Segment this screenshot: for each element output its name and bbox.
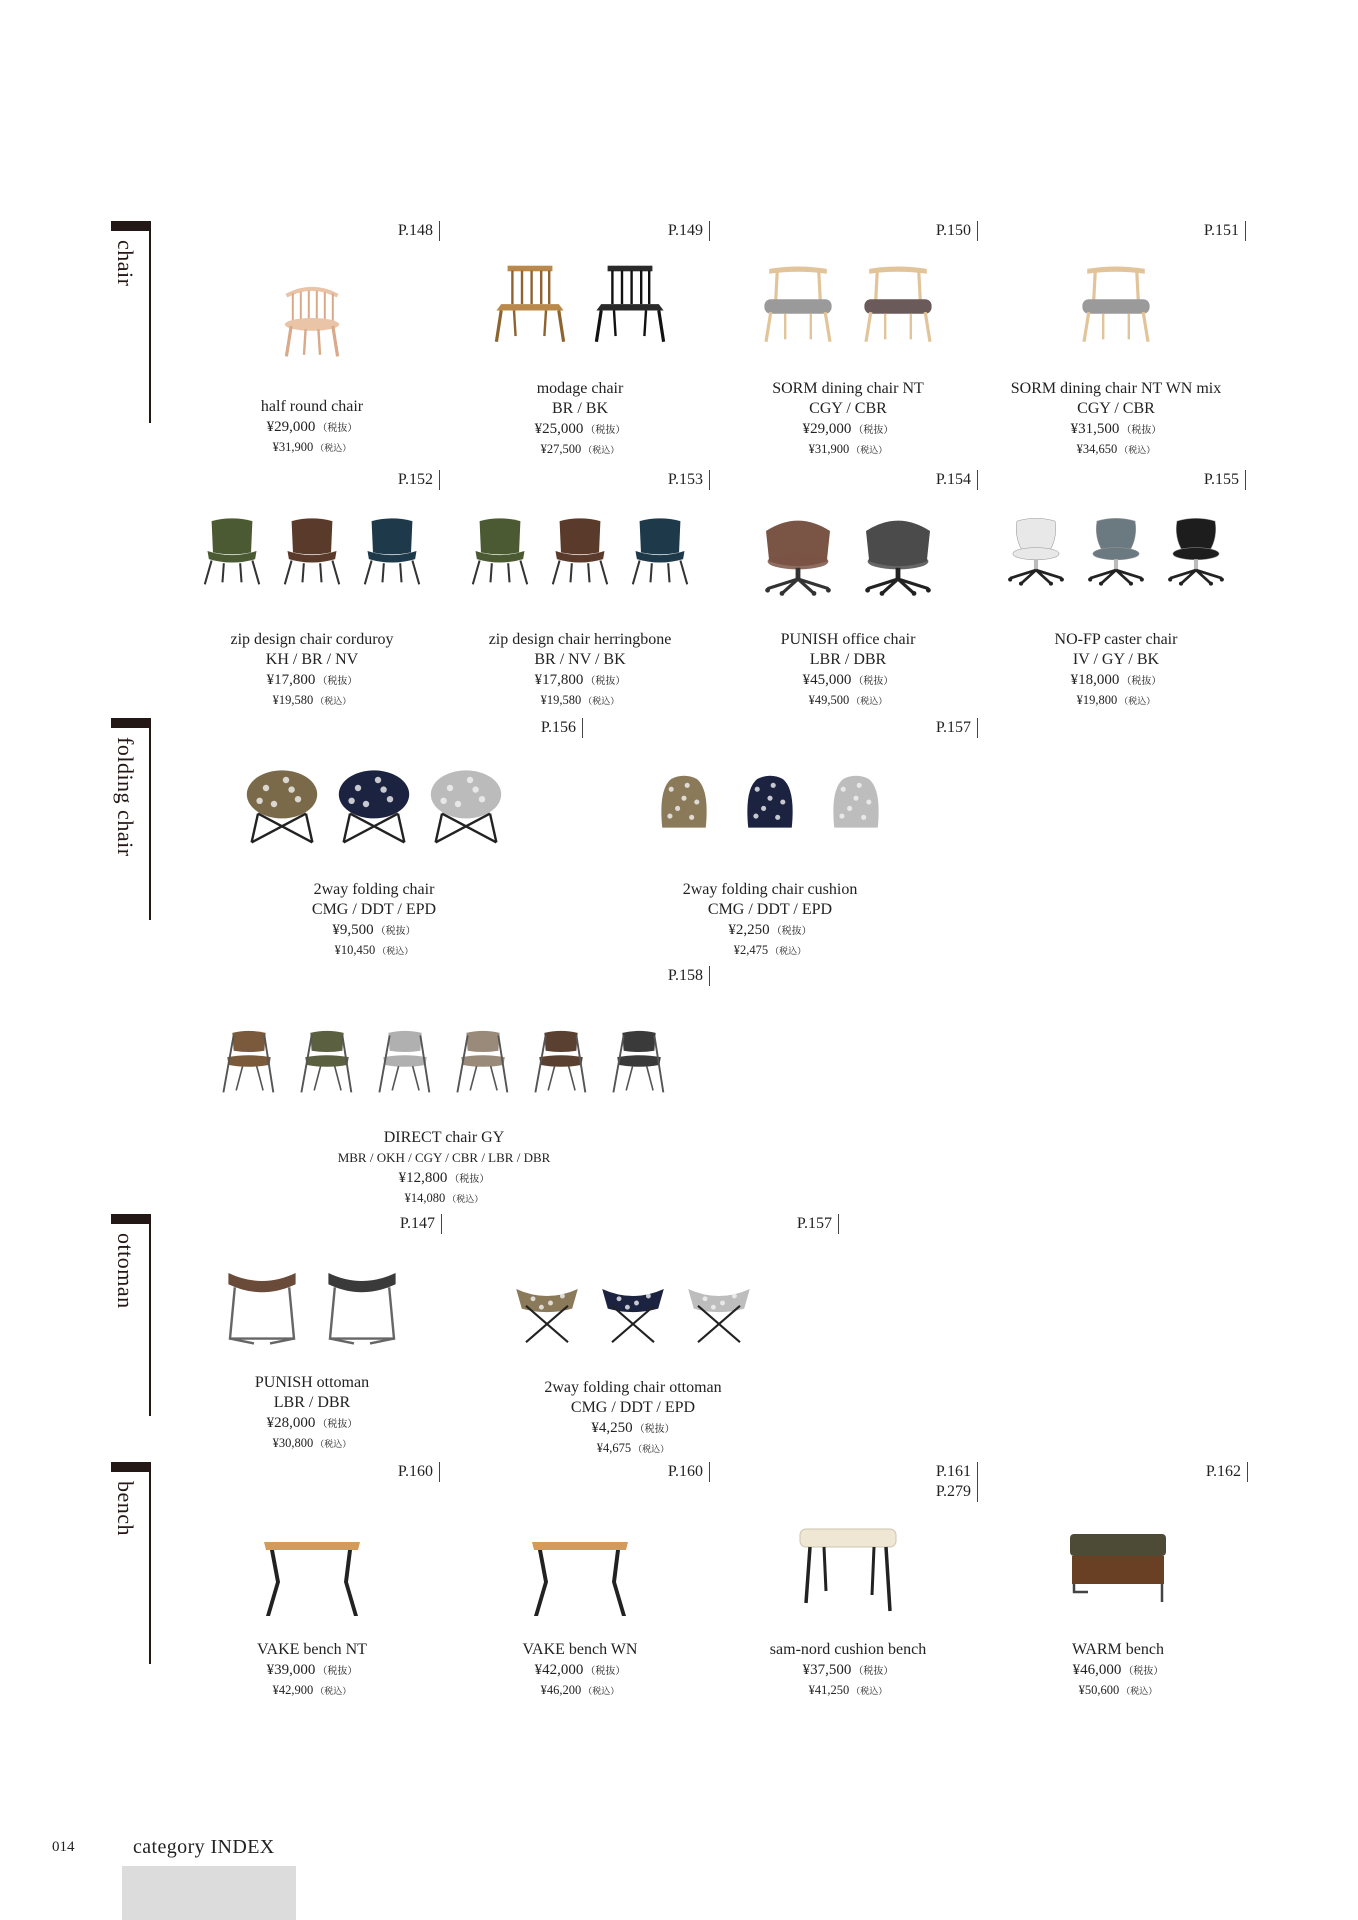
price-excl-tax [718,419,978,441]
price-value: ¥29,000 [266,419,316,435]
product-colors: BR / BK [551,400,608,417]
price-value: ¥41,250 [808,1683,850,1697]
price-excl-tax [450,419,710,441]
price-value: ¥4,250 [591,1420,633,1436]
price-value: ¥18,000 [1070,672,1120,688]
saucer-chair-icon [334,760,414,848]
product-name: DIRECT chair GY [383,1129,505,1146]
product-colors: MBR / OKH / CGY / CBR / LBR / DBR [337,1150,551,1165]
storage-bench-icon [1030,1520,1206,1620]
page-reference-text: P.157 [935,719,971,736]
product-card [244,880,504,960]
product-image [466,505,694,597]
shell-chair-icon [626,505,694,597]
tax-excl-label: （税抜） [585,425,626,436]
price-value: ¥46,000 [1072,1662,1122,1678]
tax-incl-label: （税込） [1119,696,1156,706]
page-reference [668,966,710,986]
product-colors: IV / GY / BK [1072,651,1160,668]
page-reference-text: P.160 [397,1463,433,1480]
product-colors: CMG / DDT / EPD [707,901,833,918]
product-image [492,1520,668,1620]
price-incl-tax [503,1440,763,1458]
caster-chair-icon [1082,505,1150,597]
folding-chair-icon [217,1005,281,1117]
product-card [718,379,978,459]
price-value: ¥28,000 [266,1415,316,1431]
shell-chair-icon [358,505,426,597]
tax-incl-label: （税込） [315,1686,352,1696]
tax-incl-label: （税込） [377,946,414,956]
price-incl-tax [182,439,442,457]
product-image [758,250,938,355]
product-name: WARM bench [1072,1641,1164,1658]
product-card [182,1373,442,1453]
product-image [198,505,426,597]
page-reference-text: P.156 [540,719,576,736]
price-value: ¥31,900 [808,442,850,456]
round-back-chair-icon [272,258,352,378]
category-line-bench [149,1462,151,1664]
ottoman-icon [322,1265,402,1345]
page-reference-text: P.158 [667,967,703,984]
product-name: SORM dining chair NT WN mix [1010,380,1222,397]
page-reference [668,1462,710,1482]
footer-title: category INDEX [133,1836,275,1858]
tax-excl-label: （税抜） [853,676,894,687]
page-reference-text: P.154 [935,471,971,488]
price-excl-tax [503,1418,763,1440]
tax-excl-label: （税抜） [317,1666,358,1677]
cushion-icon [819,770,893,834]
page-reference [1204,221,1246,241]
product-card [182,1640,442,1700]
footer-box [122,1866,296,1920]
price-excl-tax [986,670,1246,692]
price-incl-tax [718,692,978,710]
price-value: ¥12,800 [398,1170,448,1186]
price-value: ¥50,600 [1078,1683,1120,1697]
product-colors: CGY / CBR [809,400,887,417]
page-reference-text: P.148 [397,222,433,239]
product-image [222,1265,402,1345]
product-image [510,1275,756,1345]
caster-chair-icon [1002,505,1070,597]
tax-excl-label: （税抜） [853,1666,894,1677]
folding-chair-icon [451,1005,515,1117]
tax-incl-label: （税込） [851,445,888,455]
price-excl-tax [640,920,900,942]
page-reference-text: P.157 [796,1215,832,1232]
price-excl-tax [182,417,442,439]
product-name: SORM dining chair NT [772,380,924,397]
product-card [986,630,1246,710]
product-name: modage chair [536,380,624,397]
price-incl-tax [718,441,978,459]
page-reference-text: P.161 [935,1463,971,1480]
tax-excl-label: （税抜） [771,926,812,937]
product-image [647,770,893,834]
page-reference-text: P.160 [667,1463,703,1480]
price-value: ¥4,675 [596,1441,632,1455]
folding-chair-icon [529,1005,593,1117]
saucer-chair-icon [426,760,506,848]
product-image [272,258,352,378]
page-reference [398,1462,440,1482]
page-reference [400,1214,442,1234]
folding-stool-icon [510,1275,584,1345]
price-value: ¥19,800 [1076,693,1118,707]
price-value: ¥31,500 [1070,421,1120,437]
product-card [450,630,710,710]
tax-excl-label: （税抜） [634,1424,675,1435]
product-card [182,397,442,457]
product-image [1030,1520,1206,1620]
price-value: ¥42,900 [272,1683,314,1697]
bench-icon [224,1520,400,1620]
dining-chair-icon [858,250,938,355]
page-reference-text: P.155 [1203,471,1239,488]
price-excl-tax [182,1413,442,1435]
page-reference [1204,470,1246,490]
shell-chair-icon [278,505,346,597]
page-reference-text: P.147 [399,1215,435,1232]
page-number: 014 [52,1839,75,1855]
price-excl-tax [244,920,504,942]
page-reference [541,718,583,738]
cushion-bench-icon [760,1515,936,1615]
cushion-icon [647,770,721,834]
page-reference [936,718,978,738]
price-value: ¥19,580 [540,693,582,707]
price-incl-tax [244,942,504,960]
office-chair-icon [758,505,838,605]
page-reference-text: P.150 [935,222,971,239]
price-value: ¥2,475 [733,943,769,957]
price-incl-tax [314,1190,574,1208]
product-name: NO-FP caster chair [1054,631,1178,648]
tax-excl-label: （税抜） [317,423,358,434]
windsor-chair-icon [490,250,570,355]
price-incl-tax [182,1682,442,1700]
tax-excl-label: （税抜） [317,1419,358,1430]
tax-incl-label: （税込） [851,696,888,706]
product-name: 2way folding chair cushion [682,881,858,898]
tax-excl-label: （税抜） [585,1666,626,1677]
product-name: zip design chair herringbone [488,631,672,648]
price-value: ¥2,250 [728,922,770,938]
page-reference [936,221,978,241]
tax-excl-label: （税抜） [1123,1666,1164,1677]
dining-chair-icon [758,250,838,355]
office-chair-icon [858,505,938,605]
price-incl-tax [450,692,710,710]
tax-incl-label: （税込） [315,443,352,453]
product-card [988,1640,1248,1700]
price-excl-tax [450,670,710,692]
price-value: ¥29,000 [802,421,852,437]
product-image [1002,505,1230,597]
bench-icon [492,1520,668,1620]
tax-incl-label: （税込） [1121,1686,1158,1696]
price-value: ¥45,000 [802,672,852,688]
price-value: ¥25,000 [534,421,584,437]
caster-chair-icon [1162,505,1230,597]
product-image [217,1005,671,1117]
windsor-chair-icon [590,250,670,355]
dining-chair-icon [1076,250,1156,355]
product-name: VAKE bench NT [257,1641,367,1658]
tax-incl-label: （税込） [583,1686,620,1696]
price-excl-tax [182,670,442,692]
page-reference-text: P.162 [1205,1463,1241,1480]
product-name: sam-nord cushion bench [769,1641,927,1658]
price-value: ¥10,450 [334,943,376,957]
price-excl-tax [182,1660,442,1682]
price-excl-tax [450,1660,710,1682]
tax-incl-label: （税込） [315,1439,352,1449]
product-name: PUNISH ottoman [254,1374,370,1391]
price-excl-tax [718,670,978,692]
product-colors: LBR / DBR [273,1394,351,1411]
product-name: 2way folding chair ottoman [544,1379,722,1396]
product-image [224,1520,400,1620]
tax-incl-label: （税込） [851,1686,888,1696]
price-incl-tax [450,441,710,459]
category-label-folding-chair: folding chair [113,737,138,857]
ottoman-icon [222,1265,302,1345]
price-value: ¥31,900 [272,440,314,454]
tax-excl-label: （税抜） [1121,676,1162,687]
price-value: ¥37,500 [802,1662,852,1678]
saucer-chair-icon [242,760,322,848]
price-value: ¥49,500 [808,693,850,707]
tax-excl-label: （税抜） [449,1174,490,1185]
product-image [760,1515,936,1615]
product-colors: CMG / DDT / EPD [570,1399,696,1416]
product-image [758,505,938,605]
product-colors: LBR / DBR [809,651,887,668]
page-reference [668,221,710,241]
tax-incl-label: （税込） [315,696,352,706]
folding-chair-icon [607,1005,671,1117]
product-name: VAKE bench WN [522,1641,638,1658]
product-card [718,1640,978,1700]
page-reference [936,470,978,490]
product-image [490,250,670,355]
tax-incl-label: （税込） [583,445,620,455]
page-reference [398,221,440,241]
price-excl-tax [986,419,1246,441]
price-value: ¥30,800 [272,1436,314,1450]
category-bar-bench [111,1462,150,1472]
product-name: half round chair [260,398,364,415]
price-value: ¥9,500 [332,922,374,938]
product-image [242,760,506,848]
price-incl-tax [182,1435,442,1453]
product-card [450,379,710,459]
tax-excl-label: （税抜） [375,926,416,937]
product-image [1076,250,1156,355]
page-reference-text: P.149 [667,222,703,239]
category-bar-folding-chair [111,718,150,728]
price-incl-tax [986,692,1246,710]
tax-incl-label: （税込） [1119,445,1156,455]
product-card [450,1640,710,1700]
page-reference-text: P.152 [397,471,433,488]
category-label-bench: bench [113,1481,138,1537]
price-excl-tax [314,1168,574,1190]
price-value: ¥27,500 [540,442,582,456]
product-card [314,1128,574,1208]
price-incl-tax [450,1682,710,1700]
price-incl-tax [640,942,900,960]
category-label-ottoman: ottoman [113,1233,138,1309]
price-value: ¥17,800 [534,672,584,688]
tax-incl-label: （税込） [770,946,807,956]
tax-incl-label: （税込） [633,1444,670,1454]
price-value: ¥39,000 [266,1662,316,1678]
product-colors: KH / BR / NV [265,651,359,668]
tax-excl-label: （税抜） [1121,425,1162,436]
category-line-ottoman [149,1214,151,1416]
price-incl-tax [182,692,442,710]
product-card [986,379,1246,459]
product-card [640,880,900,960]
price-incl-tax [718,1682,978,1700]
category-label-chair: chair [113,240,138,287]
price-value: ¥19,580 [272,693,314,707]
price-excl-tax [988,1660,1248,1682]
folding-stool-icon [596,1275,670,1345]
category-bar-chair [111,221,150,231]
product-colors: CMG / DDT / EPD [311,901,437,918]
shell-chair-icon [546,505,614,597]
category-line-chair [149,221,151,423]
product-colors: CGY / CBR [1077,400,1155,417]
shell-chair-icon [466,505,534,597]
price-incl-tax [986,441,1246,459]
folding-chair-icon [295,1005,359,1117]
page-reference-text-secondary: P.279 [935,1483,971,1500]
page-reference [936,1462,978,1502]
tax-excl-label: （税抜） [853,425,894,436]
price-value: ¥46,200 [540,1683,582,1697]
product-colors: BR / NV / BK [534,651,626,668]
tax-incl-label: （税込） [447,1194,484,1204]
category-bar-ottoman [111,1214,150,1224]
tax-excl-label: （税抜） [585,676,626,687]
page-reference-text: P.153 [667,471,703,488]
tax-incl-label: （税込） [583,696,620,706]
product-card [182,630,442,710]
price-value: ¥17,800 [266,672,316,688]
price-incl-tax [988,1682,1248,1700]
price-value: ¥42,000 [534,1662,584,1678]
price-excl-tax [718,1660,978,1682]
tax-excl-label: （税抜） [317,676,358,687]
price-value: ¥14,080 [404,1191,446,1205]
price-value: ¥34,650 [1076,442,1118,456]
cushion-icon [733,770,807,834]
folding-stool-icon [682,1275,756,1345]
product-card [718,630,978,710]
page-reference-text: P.151 [1203,222,1239,239]
product-card [503,1378,763,1458]
product-name: zip design chair corduroy [230,631,394,648]
shell-chair-icon [198,505,266,597]
folding-chair-icon [373,1005,437,1117]
page-reference [1206,1462,1248,1482]
category-line-folding-chair [149,718,151,920]
page-reference [797,1214,839,1234]
product-name: 2way folding chair [313,881,435,898]
page-reference [398,470,440,490]
page-reference [668,470,710,490]
product-name: PUNISH office chair [780,631,916,648]
